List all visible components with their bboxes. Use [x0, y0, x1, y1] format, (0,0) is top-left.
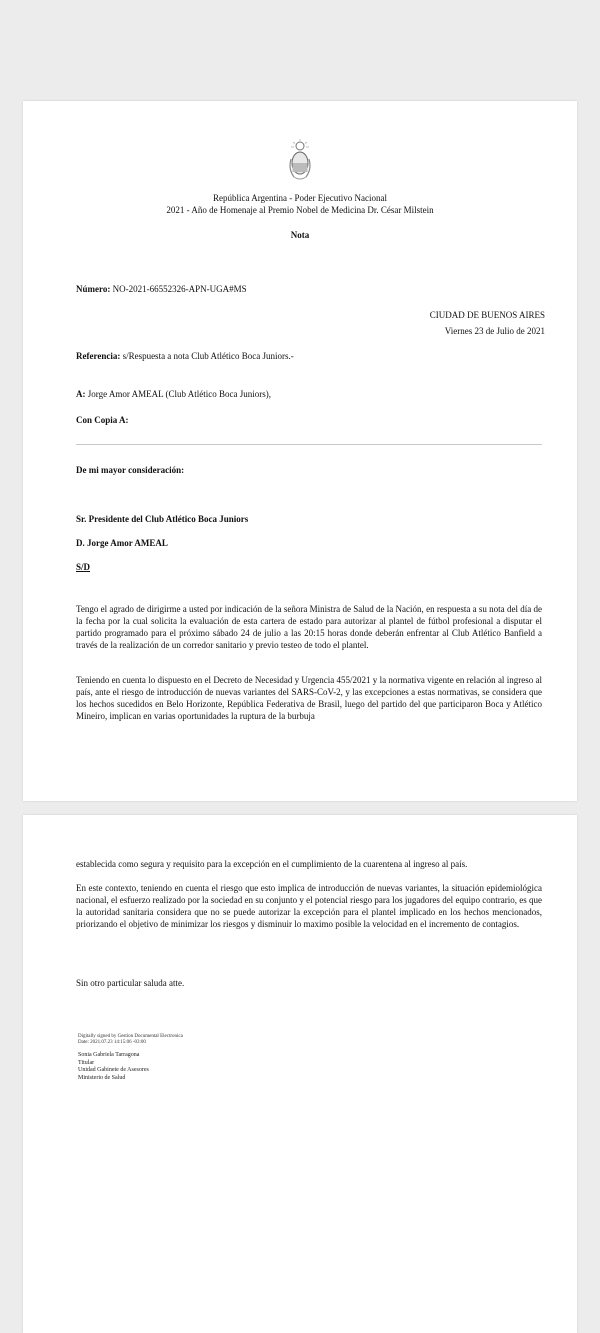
digital-signature-stamp: [78, 1034, 183, 1046]
destinatario-label: A:: [76, 389, 86, 399]
coat-of-arms-icon: [288, 139, 312, 183]
place: CIUDAD DE BUENOS AIRES: [429, 310, 545, 320]
header-line-1: República Argentina - Poder Ejecutivo Nacional: [212, 193, 388, 203]
addressee-line-1: Sr. Presidente del Club Atlético Boca Juniors: [76, 514, 249, 524]
digital-signature-line-2: Date: 2021.07.23 14:15:06 -03:00: [78, 1040, 146, 1045]
signatory-unit: Unidad Gabinete de Asesores: [78, 1067, 149, 1073]
paragraph-2-continued: establecida como segura y requisito para la excepción en el cumplimiento de la cuarentena al ingreso al país.: [76, 859, 468, 869]
referencia-label: Referencia:: [76, 351, 121, 361]
signatory-name: Sonia Gabriela Tarragona: [78, 1052, 140, 1058]
document-type: Nota: [290, 230, 310, 240]
con-copia-label: Con Copia A:: [76, 415, 129, 425]
destinatario-value: Jorge Amor AMEAL (Club Atlético Boca Juniors),: [87, 389, 271, 399]
signatory-ministry: Ministerio de Salud: [78, 1074, 126, 1081]
destinatario-row: [76, 388, 271, 400]
numero-value: NO-2021-66552326-APN-UGA#MS: [112, 284, 247, 294]
document-page-1: [23, 101, 577, 801]
greeting: De mi mayor consideración:: [76, 465, 185, 475]
signatory-role: Titular: [78, 1059, 95, 1066]
sd-label: S/D: [76, 562, 91, 572]
referencia-row: [76, 350, 294, 362]
date: Viernes 23 de Julio de 2021: [444, 326, 545, 336]
addressee-line-2: D. Jorge Amor AMEAL: [76, 538, 168, 548]
referencia-value: s/Respuesta a nota Club Atlético Boca Juniors.-: [122, 351, 294, 361]
document-page-2: [23, 815, 577, 1333]
paragraph-2: Teniendo en cuenta lo dispuesto en el Decreto de Necesidad y Urgencia 455/2021 y la normativa vigente en relación al ingreso al país, ante el riesgo de introducción de nuevas variantes del SARS-CoV-2, y las excepciones a estas normativas, se considera que los hechos sucedidos en Belo Horizonte, República Federativa de Brasil, luego del partido del que participaron Boca y Atlético Mineiro, implican en varias oportunidades la ruptura de la burbuja: [76, 675, 542, 721]
numero-label: Número:: [76, 284, 111, 294]
signatory-block: [78, 1052, 149, 1082]
paragraph-1: Tengo el agrado de dirigirme a usted por indicación de la señora Ministra de Salud de la Nación, en respuesta a su nota del día de la fecha por la cual solicita la evaluación de esta cartera de estado para autorizar al plantel de fútbol profesional a disputar el partido programado para el próximo sábado 24 de julio a las 20:15 horas donde deberán enfrentar al Club Atlético Banfield a través de la realización de un corredor sanitario y previo testeo de todo el plantel.: [76, 604, 542, 650]
header-line-2: 2021 - Año de Homenaje al Premio Nobel de Medicina Dr. César Milstein: [166, 205, 434, 215]
paragraph-3: En este contexto, teniendo en cuenta el riesgo que esto implica de introducción de nuevas variantes, la situación epidemiológica nacional, el esfuerzo realizado por la sociedad en su conjunto y el potencial riesgo para los jugadores del equipo contrario, es que la autoridad sanitaria considera que no se puede autorizar la excepción para el plantel implicado en los hechos mencionados, priorizando el objetivo de minimizar los riesgos y disminuir lo maximo posible la velocidad en el incremento de contagios.: [76, 883, 542, 929]
digital-signature-line-1: Digitally signed by Gestion Documental Electronica: [78, 1034, 183, 1039]
divider: [76, 444, 542, 445]
numero-row: [76, 283, 247, 295]
closing: Sin otro particular saluda atte.: [76, 978, 185, 988]
